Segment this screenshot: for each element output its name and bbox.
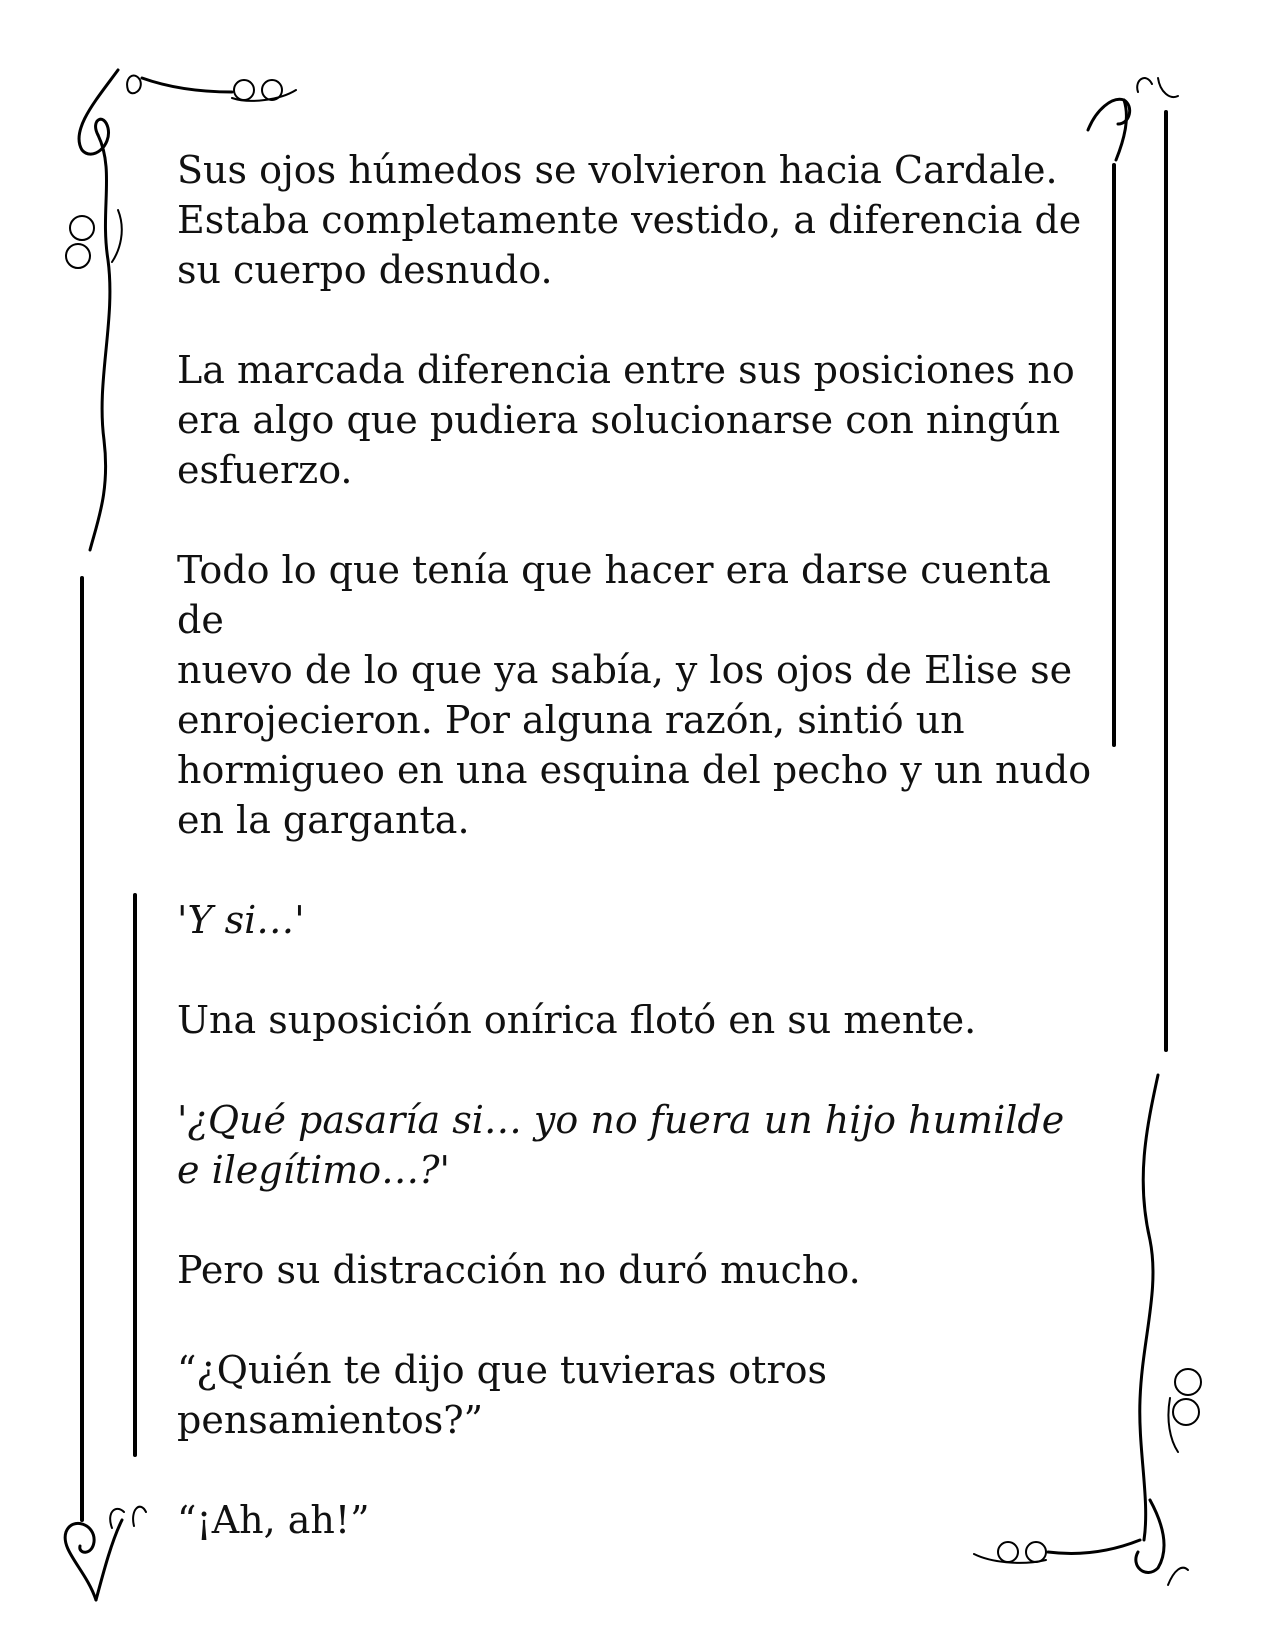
paragraph-dialogue-2: “¡Ah, ah!” <box>177 1498 370 1542</box>
paragraph-2: La marcada diferencia entre sus posiciones no era algo que pudiera solucionarse con ningún esfuerzo. <box>177 348 1075 492</box>
paragraph-thought-1: 'Y si…' <box>177 898 305 942</box>
story-text <box>177 145 1107 1595</box>
paragraph-5: Una suposición onírica flotó en su mente. <box>177 998 977 1042</box>
paragraph-dialogue-1: “¿Quién te dijo que tuvieras otros pensamientos?” <box>177 1348 827 1442</box>
bottom-left-flourish <box>65 1507 146 1600</box>
paragraph-3: Todo lo que tenía que hacer era darse cuenta de nuevo de lo que ya sabía, y los ojos de Elise se enrojecieron. Por alguna razón, sintió un hormigueo en una esquina del pecho y un nudo en la garganta. <box>177 548 1092 842</box>
paragraph-1: Sus ojos húmedos se volvieron hacia Cardale. Estaba completamente vestido, a diferencia de su cuerpo desnudo. <box>177 148 1082 292</box>
paragraph-7: Pero su distracción no duró mucho. <box>177 1248 861 1292</box>
paragraph-thought-2: '¿Qué pasaría si… yo no fuera un hijo humilde e ilegítimo…?' <box>177 1098 1065 1192</box>
